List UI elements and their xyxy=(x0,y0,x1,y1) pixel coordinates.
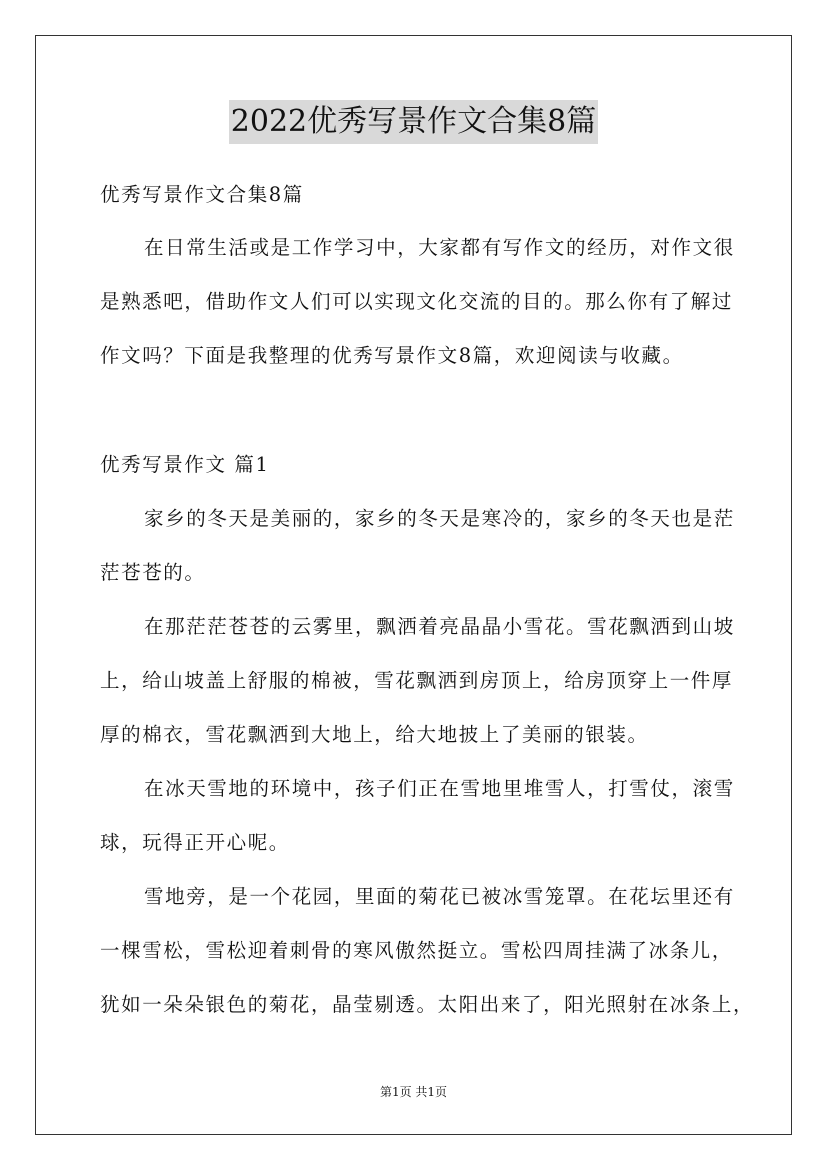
body-line: 上，给山坡盖上舒服的棉被，雪花飘洒到房顶上，给房顶穿上一件厚 xyxy=(100,669,734,692)
body-line: 茫苍苍的。 xyxy=(100,561,206,584)
body-line: 在那茫茫苍苍的云雾里，飘洒着亮晶晶小雪花。雪花飘洒到山坡 xyxy=(144,615,735,638)
body-line: 家乡的冬天是美丽的，家乡的冬天是寒冷的，家乡的冬天也是茫 xyxy=(144,507,735,530)
body-line: 在冰天雪地的环境中，孩子们正在雪地里堆雪人，打雪仗，滚雪 xyxy=(144,777,735,800)
document-title: 2022优秀写景作文合集8篇 xyxy=(229,100,598,144)
body-line: 一棵雪松，雪松迎着刺骨的寒风傲然挺立。雪松四周挂满了冰条儿， xyxy=(100,939,734,962)
document-subtitle: 优秀写景作文合集8篇 xyxy=(100,183,304,206)
body-line: 雪地旁，是一个花园，里面的菊花已被冰雪笼罩。在花坛里还有 xyxy=(144,885,735,908)
body-line: 厚的棉衣，雪花飘洒到大地上，给大地披上了美丽的银装。 xyxy=(100,723,649,746)
body-line: 犹如一朵朵银色的菊花，晶莹剔透。太阳出来了，阳光照射在冰条上， xyxy=(100,993,755,1016)
intro-line: 是熟悉吧，借助作文人们可以实现文化交流的目的。那么你有了解过 xyxy=(100,290,734,313)
intro-line: 在日常生活或是工作学习中，大家都有写作文的经历，对作文很 xyxy=(144,236,735,259)
section-heading: 优秀写景作文 篇1 xyxy=(100,453,270,476)
document-title-wrapper xyxy=(0,100,827,144)
body-line: 球，玩得正开心呢。 xyxy=(100,831,290,854)
intro-line: 作文吗？下面是我整理的优秀写景作文8篇，欢迎阅读与收藏。 xyxy=(100,344,684,367)
page-footer: 第1页 共1页 xyxy=(379,1085,448,1099)
